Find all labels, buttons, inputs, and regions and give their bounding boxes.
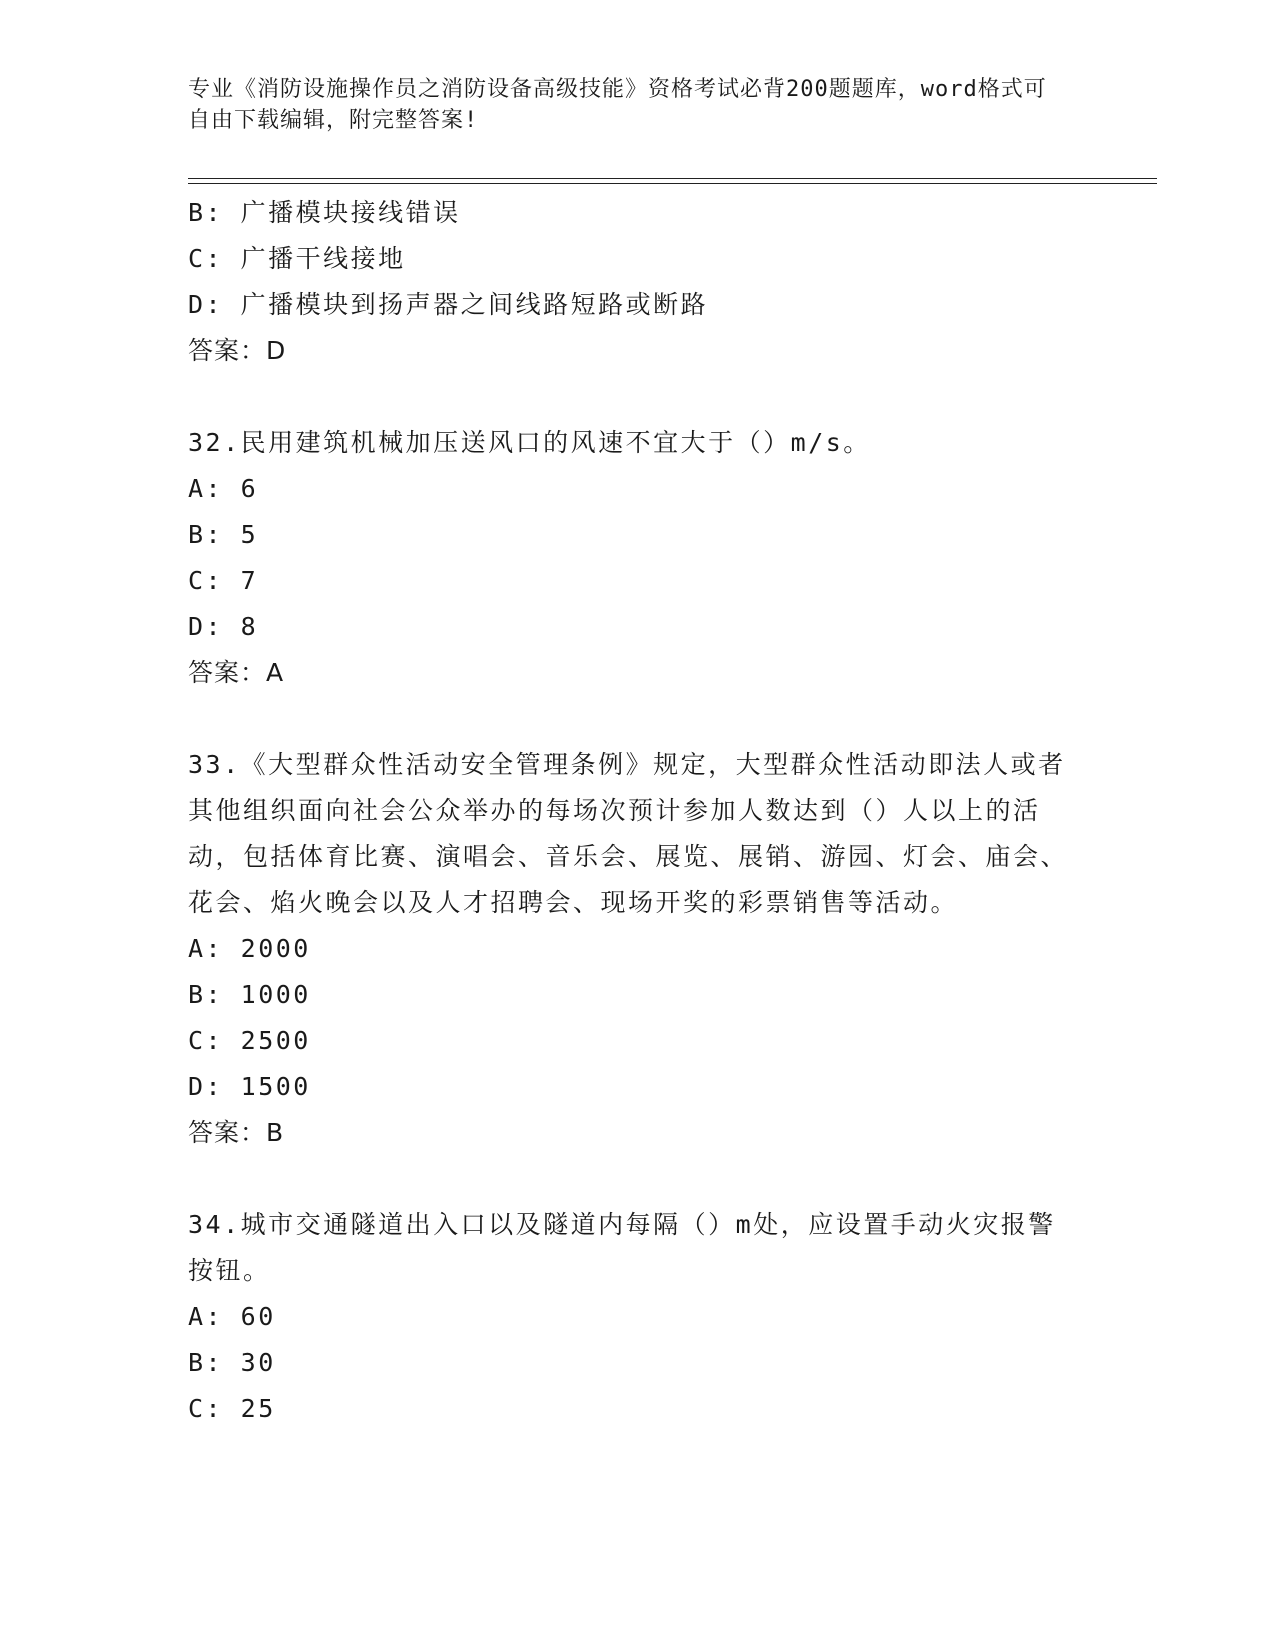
option-c: C: 25: [188, 1394, 276, 1423]
question-33: [188, 742, 1088, 1156]
question-text: 34.城市交通隧道出入口以及隧道内每隔（）m处，应设置手动火灾报警按钮。: [188, 1210, 1056, 1285]
option-c: C: 7: [188, 566, 259, 595]
spacer: [188, 1156, 1088, 1202]
option-d: D: 1500: [188, 1072, 311, 1101]
header-rule-top: [188, 178, 1157, 179]
question-32: [188, 420, 1088, 696]
spacer: [188, 374, 1088, 420]
question-text: 32.民用建筑机械加压送风口的风速不宜大于（）m/s。: [188, 428, 871, 457]
option-b: B: 广播模块接线错误: [188, 198, 461, 227]
question-list: [188, 190, 1088, 1432]
option-d: D: 广播模块到扬声器之间线路短路或断路: [188, 290, 709, 319]
option-a: A: 2000: [188, 934, 311, 963]
option-a: A: 60: [188, 1302, 276, 1331]
answer-line: 答案：A: [188, 658, 285, 687]
option-d: D: 8: [188, 612, 259, 641]
header-rule-bottom: [188, 183, 1157, 184]
question-31-continuation: [188, 190, 1088, 374]
question-34: [188, 1202, 1088, 1432]
option-b: B: 30: [188, 1348, 276, 1377]
document-header: 专业《消防设施操作员之消防设备高级技能》资格考试必背200题题库，word格式可自由下载编辑，附完整答案!: [188, 77, 1047, 133]
option-c: C: 广播干线接地: [188, 244, 406, 273]
option-b: B: 5: [188, 520, 259, 549]
option-a: A: 6: [188, 474, 259, 503]
question-text: 33.《大型群众性活动安全管理条例》规定，大型群众性活动即法人或者其他组织面向社会公众举办的每场次预计参加人数达到（）人以上的活动，包括体育比赛、演唱会、音乐会、展览、展销、游园、灯会、庙会、花会、焰火晚会以及人才招聘会、现场开奖的彩票销售等活动。: [188, 750, 1069, 917]
answer-line: 答案：B: [188, 1118, 285, 1147]
answer-line: 答案：D: [188, 336, 287, 365]
spacer: [188, 696, 1088, 742]
option-c: C: 2500: [188, 1026, 311, 1055]
option-b: B: 1000: [188, 980, 311, 1009]
